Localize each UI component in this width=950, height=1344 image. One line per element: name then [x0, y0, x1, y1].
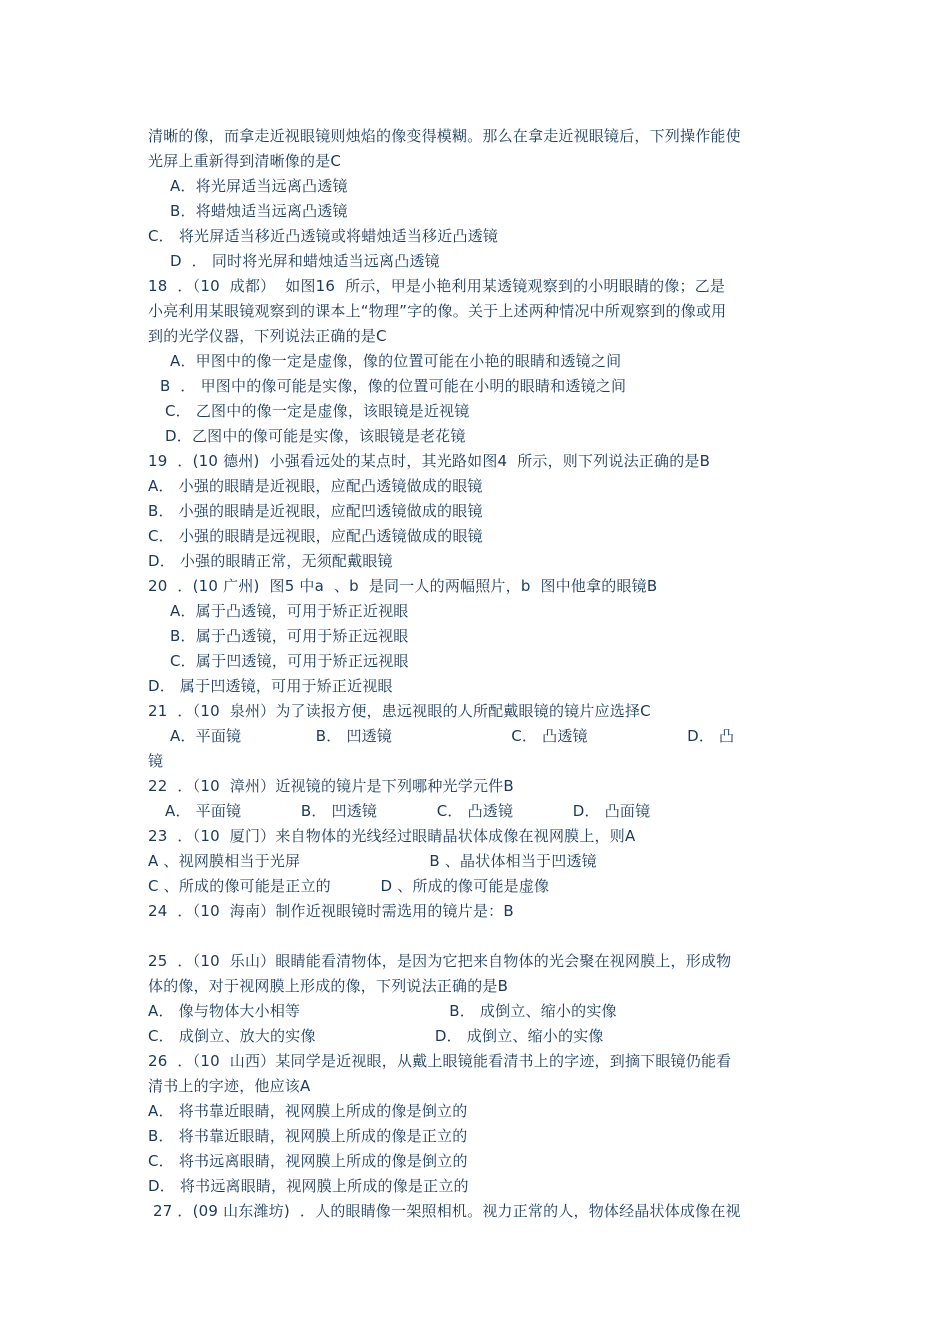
text-line: A． 像与物体大小相等 B． 成倒立、缩小的实像 [148, 1002, 617, 1020]
text-line: 光屏上重新得到清晰像的是C [148, 152, 342, 170]
text-line: C．属于凹透镜，可用于矫正远视眼 [170, 652, 409, 670]
text-line: 体的像，对于视网膜上形成的像，下列说法正确的是B [148, 977, 509, 995]
text-line: 23 ．（10 厦门）来自物体的光线经过眼睛晶状体成像在视网膜上，则A [148, 827, 636, 845]
text-line: 19 ．(10 德州) 小强看远处的某点时，其光路如图4 所示，则下列说法正确的是B [148, 452, 711, 470]
text-line: 24 ．（10 海南）制作近视眼镜时需选用的镜片是：B [148, 902, 514, 920]
text-line: B ． 甲图中的像可能是实像，像的位置可能在小明的眼睛和透镜之间 [160, 377, 627, 395]
text-line: 27 ．(09 山东潍坊) ．人的眼睛像一架照相机。视力正常的人，物体经晶状体成像在视 [148, 1202, 741, 1220]
text-line: B．属于凸透镜，可用于矫正远视眼 [170, 627, 409, 645]
text-line: D ． 同时将光屏和蜡烛适当远离凸透镜 [170, 252, 440, 270]
text-line: 到的光学仪器，下列说法正确的是C [148, 327, 387, 345]
text-line: 清书上的字迹，他应该A [148, 1077, 311, 1095]
text-line: B．将蜡烛适当远离凸透镜 [170, 202, 348, 220]
text-line: D． 将书远离眼睛，视网膜上所成的像是正立的 [148, 1177, 469, 1195]
text-line: A．属于凸透镜，可用于矫正近视眼 [170, 602, 409, 620]
text-line: D． 小强的眼睛正常，无须配戴眼镜 [148, 552, 393, 570]
text-line: C． 乙图中的像一定是虚像，该眼镜是近视镜 [165, 402, 470, 420]
text-line: C． 小强的眼睛是远视眼，应配凸透镜做成的眼镜 [148, 527, 483, 545]
text-line: A．平面镜 B． 凹透镜 C． 凸透镜 D． 凸 [170, 727, 735, 745]
text-line: A．甲图中的像一定是虚像，像的位置可能在小艳的眼睛和透镜之间 [170, 352, 622, 370]
text-line: A． 平面镜 B． 凹透镜 C． 凸透镜 D． 凸面镜 [165, 802, 651, 820]
text-line: 26 ．（10 山西）某同学是近视眼，从戴上眼镜能看清书上的字迹，到摘下眼镜仍能看 [148, 1052, 732, 1070]
text-line: B． 小强的眼睛是近视眼，应配凹透镜做成的眼镜 [148, 502, 483, 520]
text-line: 镜 [148, 752, 164, 770]
text-line: B． 将书靠近眼睛，视网膜上所成的像是正立的 [148, 1127, 468, 1145]
text-line: A． 将书靠近眼睛，视网膜上所成的像是倒立的 [148, 1102, 468, 1120]
text-line: C． 将书远离眼睛，视网膜上所成的像是倒立的 [148, 1152, 468, 1170]
text-line: 21 ．（10 泉州）为了读报方便，患远视眼的人所配戴眼镜的镜片应选择C [148, 702, 651, 720]
text-line: 22 ．（10 漳州）近视镜的镜片是下列哪种光学元件B [148, 777, 514, 795]
text-line: 清晰的像，而拿走近视眼镜则烛焰的像变得模糊。那么在拿走近视眼镜后，下列操作能使 [148, 127, 741, 145]
text-line: 20 ．(10 广州) 图5 中a 、b 是同一人的两幅照片，b 图中他拿的眼镜B [148, 577, 658, 595]
text-line: D．乙图中的像可能是实像，该眼镜是老花镜 [165, 427, 466, 445]
text-line: A． 小强的眼睛是近视眼，应配凸透镜做成的眼镜 [148, 477, 483, 495]
text-line: C． 将光屏适当移近凸透镜或将蜡烛适当移近凸透镜 [148, 227, 499, 245]
text-line: A 、视网膜相当于光屏 B 、晶状体相当于凹透镜 [148, 852, 597, 870]
text-line: 小亮利用某眼镜观察到的课本上“物理”字的像。关于上述两种情况中所观察到的像或用 [148, 302, 727, 320]
text-line: 18 ．（10 成都） 如图16 所示，甲是小艳利用某透镜观察到的小明眼睛的像；乙是 [148, 277, 726, 295]
text-line: 25 ．（10 乐山）眼睛能看清物体，是因为它把来自物体的光会聚在视网膜上，形成物 [148, 952, 732, 970]
text-line: D． 属于凹透镜，可用于矫正近视眼 [148, 677, 393, 695]
text-line: A．将光屏适当远离凸透镜 [170, 177, 348, 195]
text-line: C 、所成的像可能是正立的 D 、所成的像可能是虚像 [148, 877, 550, 895]
text-line: C． 成倒立、放大的实像 D． 成倒立、缩小的实像 [148, 1027, 604, 1045]
